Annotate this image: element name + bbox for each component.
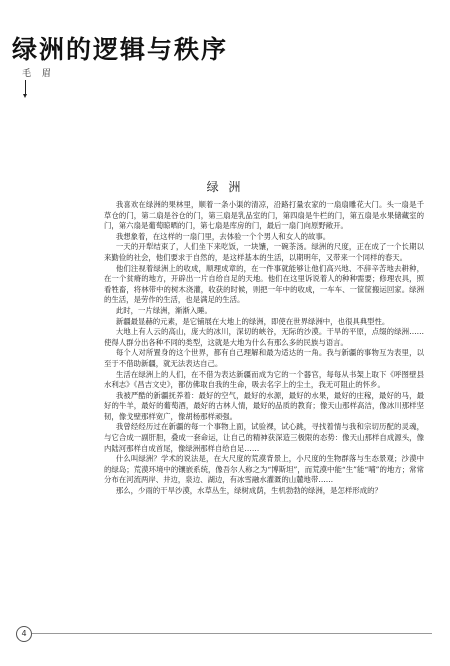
paragraph: 生活在绿洲上的人们，在不借为表达新疆而成为它的一个器官，每每从书架上取下《呼图壁县水利志》《昌吉文史》，都仿佛取自我的生命，吸去名字上的尘土，我无可阻止的怀乡。 [104, 369, 424, 390]
page-number: 4 [16, 626, 32, 642]
paragraph: 新疆最显赫的元素，是它铺展在大地上的绿洲，即使在世界绿洲中，也很具典型性。 [115, 316, 390, 326]
paragraph: 他们注视着绿洲上的收成，顺理成章的，在一件事就能够让他们高兴地、不辞辛苦地去耕种，在一个贫瘠的地方，开辟出一片自给自足的天地。他们在这里诉说着人的种种需要；修理农具，照看牲畜，将林带中的树木浇灌，收获的时候，则把一年中的收成，一车车、一筐筐搬运回家。绿洲的生活，是劳作的生活，也是满足的生活。 [104, 263, 424, 305]
article-title: 绿洲的逻辑与秩序 [12, 35, 229, 64]
paragraph: 我被严酷的新疆抚养着：最好的空气，最好的水源，最好的水果，最好的庄稼，最好的马，最好的牛羊，最好的葡萄酒，最好的古林人情，最好的品质的教育；像天山那样高洁，像冰川那样坚韧，像戈壁那样宽广，像胡杨那样顽强。 [104, 390, 424, 421]
down-arrow-icon [25, 80, 26, 96]
paragraph: 一天的开犁结束了，人们坐下来吃饭，一块馕，一碗茶汤。绿洲的尺度，正在成了一个长期以来勤俭的社会，他们要求于自然的，是这样基本的生活，以期明年，又带来一个同样的春天。 [104, 242, 424, 262]
paragraph: 我喜欢在绿洲的果林里，顺着一条小渠的清凉，沿路打量农家的一扇扇雕花大门。头一扇是千草仓的门，第二扇是谷仓的门，第三扇是乳品室的门，第四扇是牛栏的门，第五扇是水果储藏室的门，第六扇是葡萄晾晒的门，第七扇是库房的门，最后一扇门向原野敞开。 [104, 200, 424, 231]
article-body [104, 200, 424, 497]
paragraph: 每个人对所置身的这个世界，都有自己理解和最为适达的一角。我与新疆的事物互为表里，以至于不借助新疆，就无法表达自己。 [104, 348, 424, 368]
author-name: 毛 眉 [22, 69, 55, 79]
paragraph: 我想象着，在这样的一扇门里，去体验一个个男人和女人的故事。 [115, 231, 331, 241]
footer-divider [32, 633, 432, 634]
paragraph: 我曾经经历过在新疆的每一个事物上面，试验裸，试心跳，寻找着情与我和宗切历配的灵魂，与它合成一副肝胆，叠成一套命运，让自己的精神获深造三极限的态势：像天山那样自成源头，像内陆河那样自成首尾，像绿洲那样自给自足…… [104, 422, 424, 453]
paragraph: 什么叫绿洲？学术的说法是，在大尺度的荒漠背景上，小尺度的生物群落与生态景观；沙漠中的绿岛；荒漠环境中的镶嵌系统，像吾尔人称之为“博斯坦”，而荒漠中能“生”能“哺”的地方；常常分布在河流两岸、井边，泉边、湖边，有冰雪融水灌溉的山麓地带…… [104, 454, 424, 485]
paragraph: 大地上有人云的高山，庞大的冰川，深切的峡谷，无际的沙漠。干旱的平原，点缀的绿洲……使得人群分出各种不同的类型，这就是大地为什么有那么多的民族与语言。 [104, 327, 424, 347]
section-title: 绿 洲 [206, 180, 244, 194]
paragraph: 那么，少雨的干旱沙漠，水草丛生，绿树成荫，生机勃勃的绿洲，是怎样形成的？ [115, 486, 382, 496]
paragraph: 此时，一片绿洲，渐渐入睡。 [115, 305, 212, 315]
